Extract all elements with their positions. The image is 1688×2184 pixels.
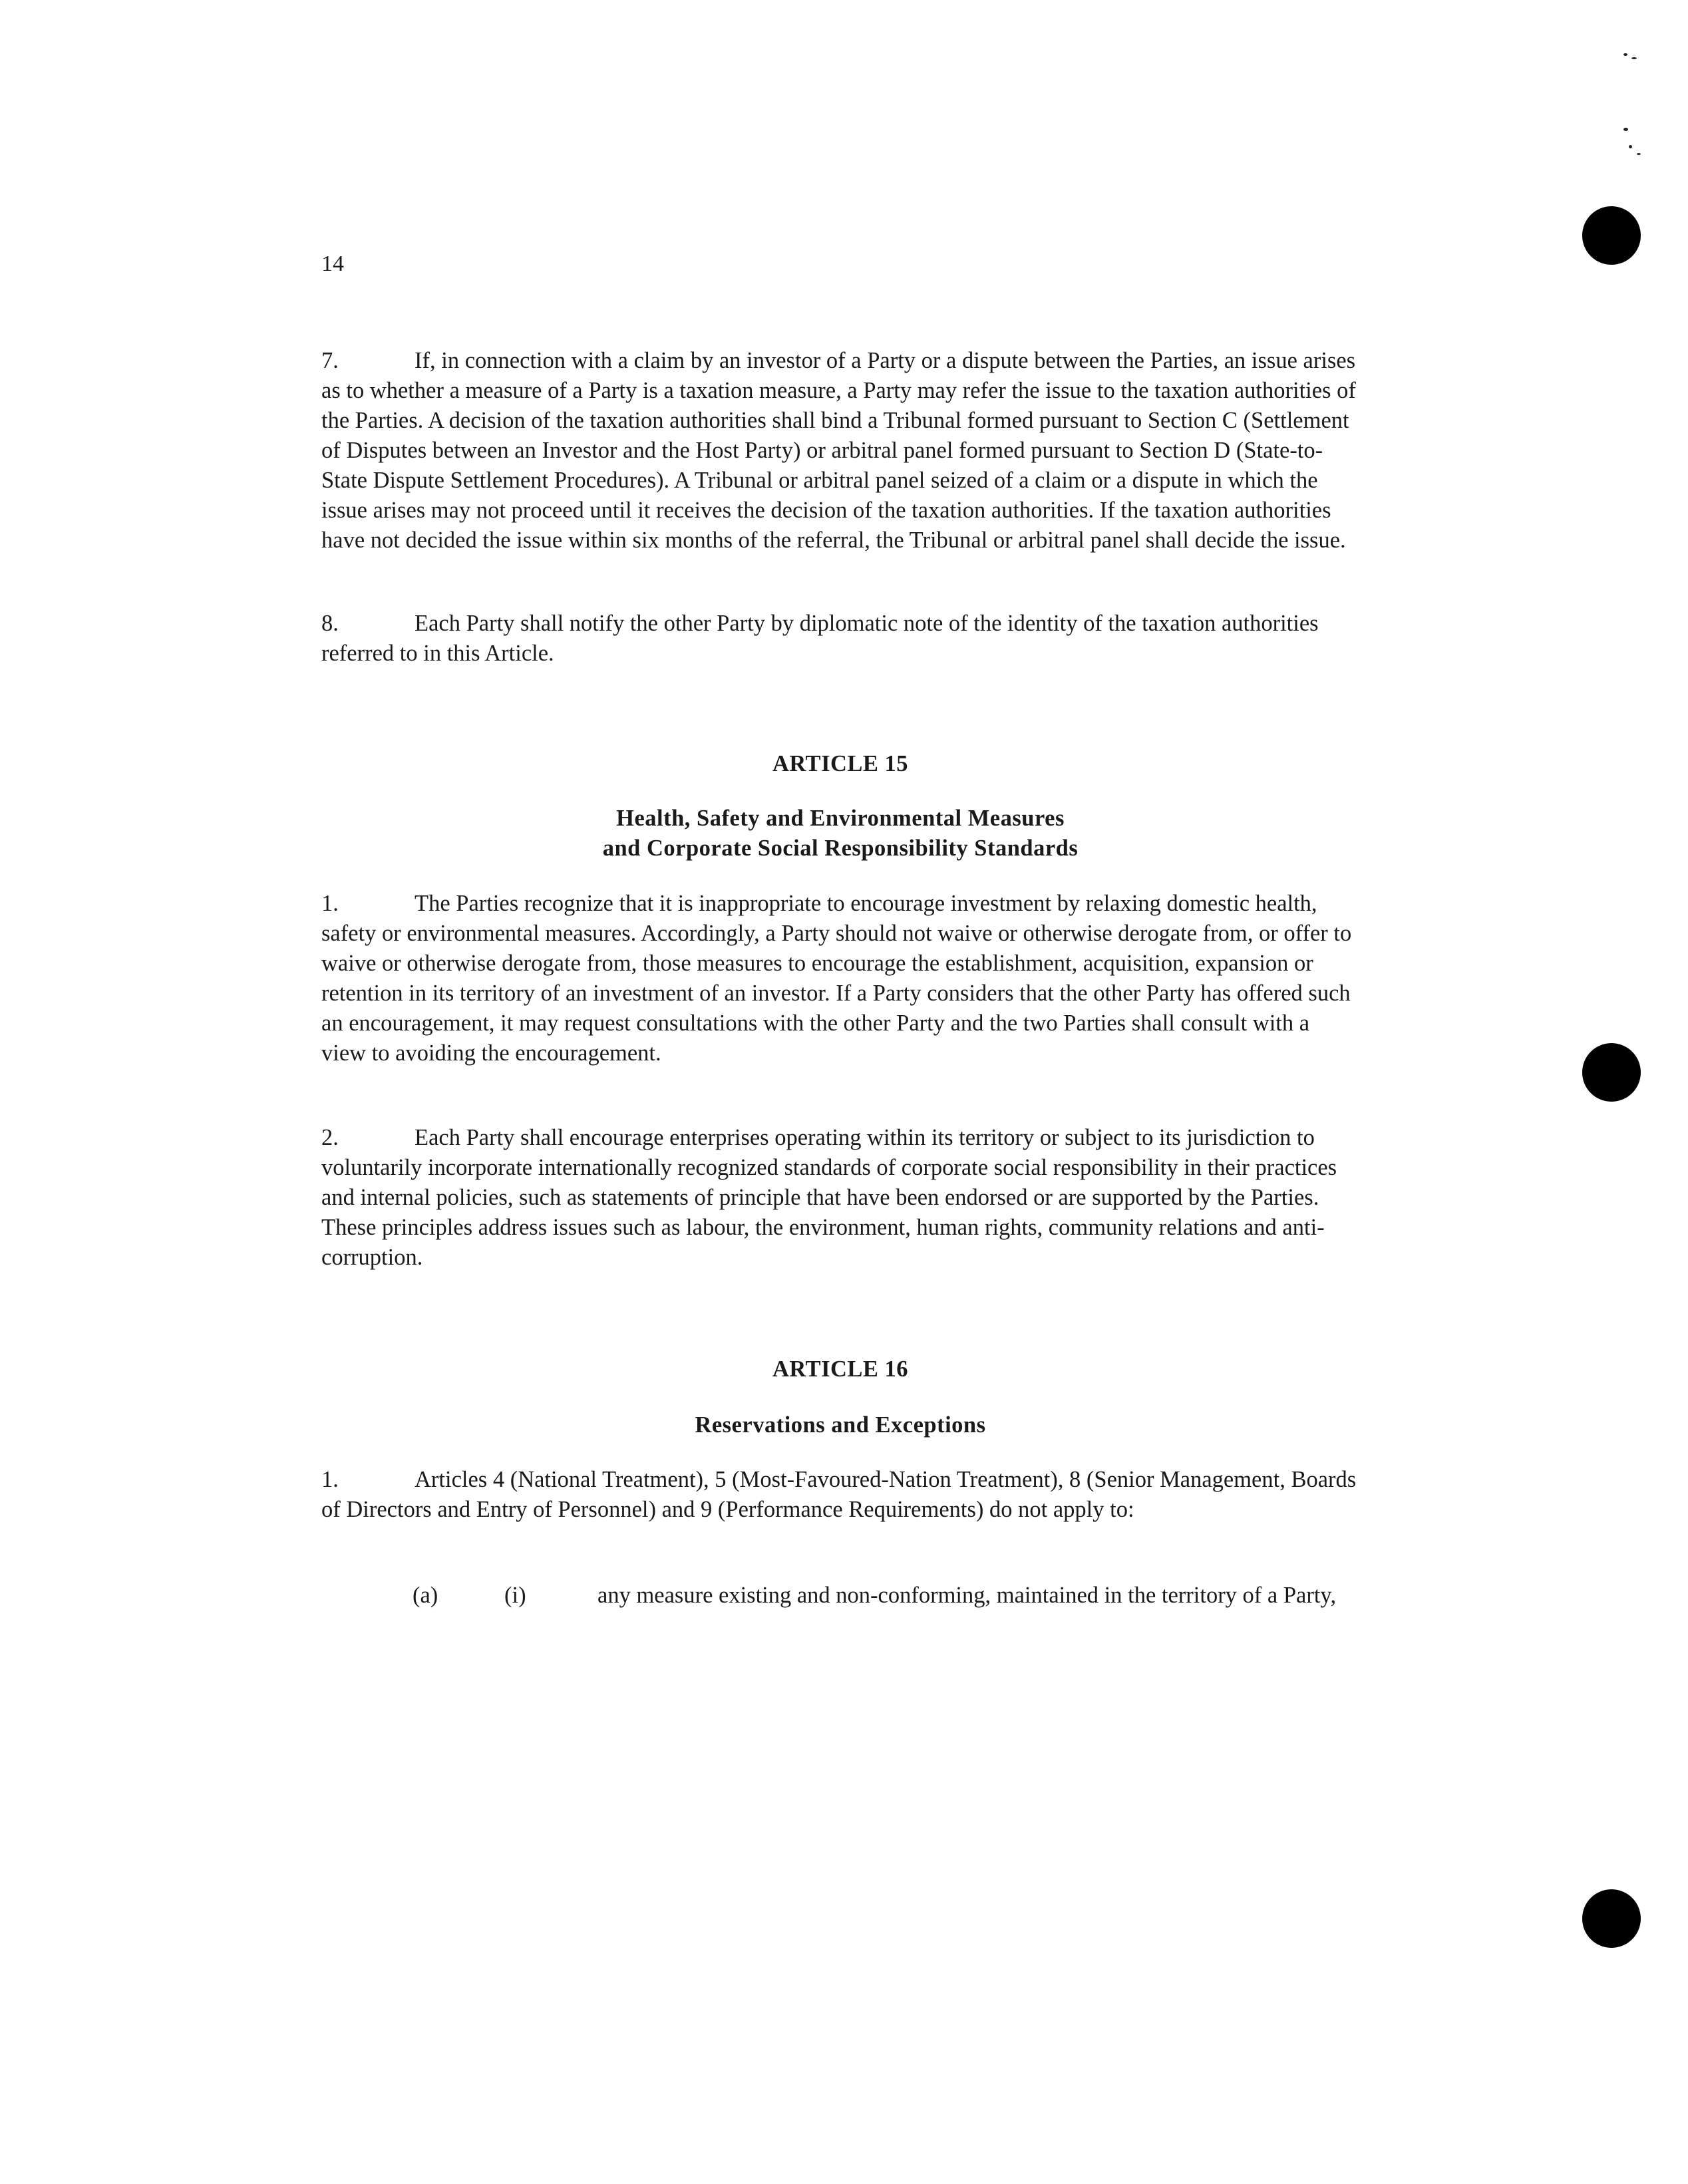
paragraph-number: 1. bbox=[321, 1467, 339, 1492]
article-15-title-line2: and Corporate Social Responsibility Standards bbox=[602, 836, 1079, 861]
article-16-heading: ARTICLE 16 bbox=[772, 1356, 909, 1382]
paragraph-text: Each Party shall encourage enterprises operating within its territory or subject to its jurisdiction to voluntarily incorporate internationally recognized standards of corporate social responsibility in their practices and internal policies, such as statements of principle that have been endorsed or are supported by the Parties. These principles address issues such as labour, the environment, human rights, community relations and anti-corruption. bbox=[321, 1125, 1337, 1270]
scan-speck bbox=[1623, 53, 1627, 56]
paragraph-number: 7. bbox=[321, 348, 339, 373]
item-letter: (a) bbox=[413, 1583, 438, 1608]
article-15-paragraph-1 bbox=[321, 889, 1359, 1068]
scan-speck bbox=[1629, 145, 1632, 148]
punch-hole-bottom bbox=[1582, 1889, 1641, 1948]
paragraph-text: If, in connection with a claim by an investor of a Party or a dispute between the Parties, an issue arises as to whether a measure of a Party is a taxation measure, a Party may refer the issue to the taxation authorities of the Parties. A decision of the taxation authorities shall bind a Tribunal formed pursuant to Section C (Settlement of Disputes between an Investor and the Host Party) or arbitral panel formed pursuant to Section D (State-to-State Dispute Settlement Procedures). A Tribunal or arbitral panel seized of a claim or a dispute in which the issue arises may not proceed until it receives the decision of the taxation authorities. If the taxation authorities have not decided the issue within six months of the referral, the Tribunal or arbitral panel shall decide the issue. bbox=[321, 348, 1356, 553]
paragraph-number: 2. bbox=[321, 1125, 339, 1150]
paragraph-number: 1. bbox=[321, 891, 339, 916]
scan-speck bbox=[1631, 57, 1637, 59]
scan-speck bbox=[1637, 153, 1641, 155]
article-16-title: Reservations and Exceptions bbox=[695, 1412, 986, 1438]
page-number: 14 bbox=[321, 251, 344, 276]
punch-hole-top bbox=[1582, 206, 1641, 265]
paragraph-text: Articles 4 (National Treatment), 5 (Most-Favoured-Nation Treatment), 8 (Senior Management, Boards of Directors and Entry of Personnel) and 9 (Performance Requirements) do not apply to: bbox=[321, 1467, 1357, 1522]
paragraph-8 bbox=[321, 609, 1359, 669]
article-16-paragraph-1 bbox=[321, 1465, 1359, 1525]
article-15-paragraph-2 bbox=[321, 1123, 1359, 1273]
paragraph-7 bbox=[321, 346, 1359, 555]
article-15-title-line1: Health, Safety and Environmental Measures bbox=[616, 806, 1065, 831]
paragraph-number: 8. bbox=[321, 611, 339, 636]
scan-speck bbox=[1623, 128, 1628, 131]
punch-hole-middle bbox=[1582, 1043, 1641, 1102]
item-text: any measure existing and non-conforming, maintained in the territory of a Party, bbox=[597, 1583, 1337, 1608]
article-15-heading: ARTICLE 15 bbox=[772, 751, 909, 776]
paragraph-text: The Parties recognize that it is inappropriate to encourage investment by relaxing domestic health, safety or environmental measures. Accordingly, a Party should not waive or otherwise derogate from, or offer to waive or otherwise derogate from, those measures to encourage the establishment, acquisition, expansion or retention in its territory of an investment of an investor. If a Party considers that the other Party has offered such an encouragement, it may request consultations with the other Party and the two Parties shall consult with a view to avoiding the encouragement. bbox=[321, 891, 1352, 1066]
item-roman: (i) bbox=[504, 1583, 526, 1608]
paragraph-text: Each Party shall notify the other Party by diplomatic note of the identity of the taxation authorities referred to in this Article. bbox=[321, 611, 1319, 666]
